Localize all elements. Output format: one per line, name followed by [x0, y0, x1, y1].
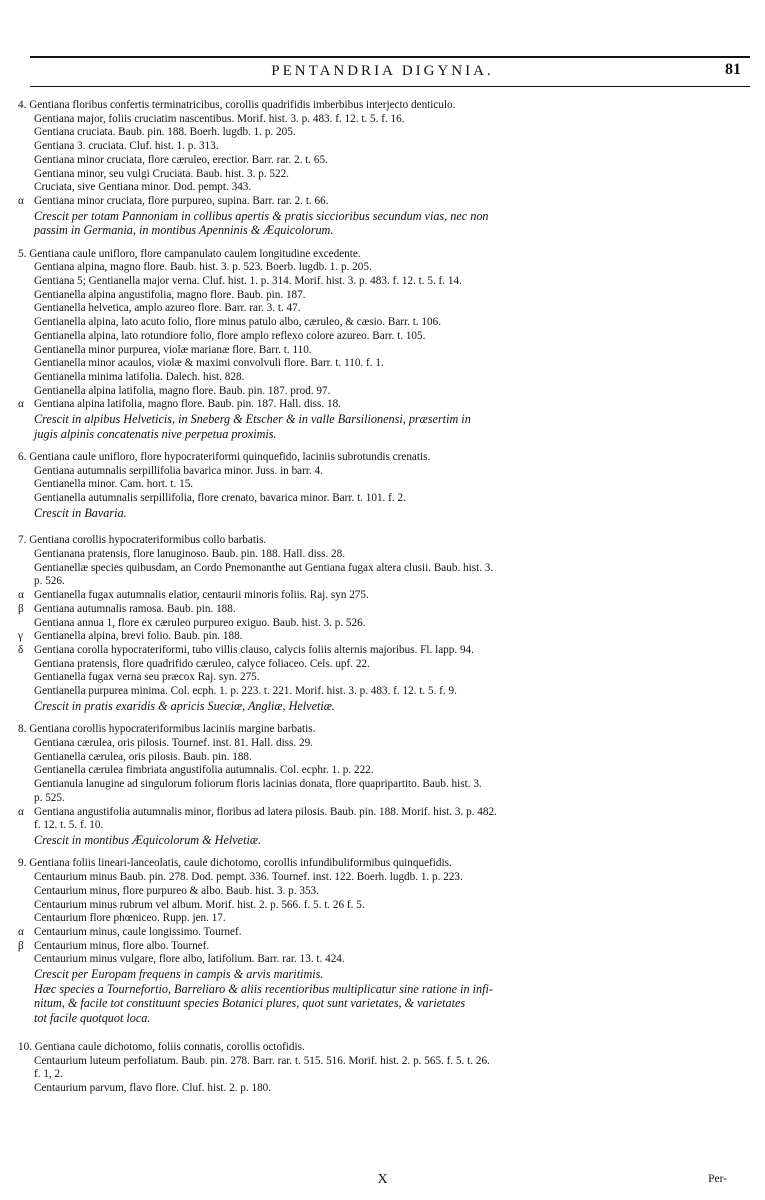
- running-head: PENTANDRIA DIGYNIA.: [271, 63, 494, 79]
- habitat-line: Crescit per totam Pannoniam in collibus apertis & pratis siccioribus secundum vias, nec non: [34, 208, 489, 223]
- synonym-line: Gentiana cruciata. Baub. pin. 188. Boerh. lugdb. 1. p. 205.: [34, 126, 296, 139]
- diagnosis-line: 4. Gentiana floribus confertis terminatricibus, corollis quadrifidis imberbibus interjecto denticulo.: [18, 99, 456, 111]
- synonym-line: f. 1, 2.: [34, 1068, 63, 1081]
- species-entry-9: [18, 857, 743, 1025]
- synonym-line: p. 526.: [34, 575, 65, 588]
- page-number: 81: [725, 61, 741, 78]
- species-entry-10: [18, 1041, 743, 1096]
- synonym-line: Gentiana alpina, magno flore. Baub. hist. 3. p. 523. Boerb. lugdb. 1. p. 205.: [34, 261, 372, 274]
- habitat-line: Crescit in pratis exaridis & apricis Sueciæ, Angliæ, Helvetiæ.: [34, 698, 335, 713]
- variety-line: δ Gentiana corolla hypocrateriformi, tubo villis clauso, calycis foliis alternis majoribus. Fl. lapp. 94.: [18, 644, 474, 656]
- diagnosis-line: 8. Gentiana corollis hypocrateriformibus laciniis margine barbatis.: [18, 723, 316, 736]
- variety-line: α Gentianella fugax autumnalis elatior, centaurii minoris foliis. Raj. syn 275.: [18, 589, 369, 602]
- diagnosis-line: 7. Gentiana corollis hypocrateriformibus collo barbatis.: [18, 534, 267, 547]
- synonym-line: Gentianella autumnalis serpillifolia, flore crenato, bavarica minor. Barr. t. 101. f. 2.: [34, 492, 406, 505]
- synonym-line: Gentianella alpina latifolia, magno flore. Baub. pin. 187. prod. 97.: [34, 384, 331, 397]
- synonym-line: Gentianella minor acaulos, violæ & maximi convolvuli flore. Barr. t. 110. f. 1.: [34, 357, 384, 370]
- synonym-line: Gentianana pratensis, flore lanuginoso. Baub. pin. 188. Hall. diss. 28.: [34, 548, 346, 561]
- synonym-line: p. 525.: [34, 791, 65, 804]
- synonym-line: Gentiana major, foliis cruciatim nascentibus. Morif. hist. 3. p. 483. f. 12. t. 5. f. 16.: [34, 112, 405, 125]
- synonym-line: f. 12. t. 5. f. 10.: [34, 819, 104, 832]
- variety-mark: α: [18, 194, 24, 207]
- diagnosis-line: 6. Gentiana caule unifloro, flore hypocrateriformi quinquefido, laciniis subrotundis crenatis.: [18, 451, 431, 464]
- diagnosis-line: 9. Gentiana foliis lineari-lanceolatis, caule dichotomo, corollis infundibuliformibus quinquefidis.: [18, 857, 452, 870]
- synonym-line: Gentianula lanugine ad singulorum foliorum floris lacinias donata, flore quapripartito. Baub. hist. 3.: [34, 778, 482, 791]
- variety-line: γ Gentianella alpina, brevi folio. Baub. pin. 188.: [18, 630, 243, 643]
- synonym-line: Centaurium luteum perfoliatum. Baub. pin. 278. Barr. rar. t. 515. 516. Morif. hist. 2. p. 565. f. 5. t. 26.: [34, 1054, 490, 1067]
- variety-line: α Gentiana minor cruciata, flore purpureo, supina. Barr. rar. 2. t. 66.: [18, 194, 329, 207]
- species-entry-4: [18, 99, 743, 238]
- species-entry-7: [18, 534, 743, 713]
- synonym-line: Gentianella alpina, lato acuto folio, flore minus patulo albo, cæruleo, & cæsio. Barr. t. 106.: [34, 316, 442, 329]
- synonym-line: Gentianella fugax verna seu præcox Raj. syn. 275.: [34, 671, 260, 684]
- habitat-line: passim in Germania, in montibus Apenninis & Æquicolorum.: [34, 223, 334, 238]
- synonym-line: Cruciata, sive Gentiana minor. Dod. pempt. 343.: [34, 181, 252, 194]
- diagnosis-line: 5. Gentiana caule unifloro, flore campanulato caulem longitudine excedente.: [18, 247, 361, 260]
- synonym-line: Gentiana cærulea, oris pilosis. Tournef. inst. 81. Hall. diss. 29.: [34, 737, 313, 750]
- header-bottom-rule: [30, 86, 750, 87]
- variety-mark: γ: [18, 630, 23, 643]
- variety-line: α Gentiana angustifolia autumnalis minor, floribus ad latera pilosis. Baub. pin. 188. Morif. hist. 3. p. 482.: [18, 805, 497, 818]
- synonym-line: Gentianella cærulea fimbriata angustifolia autumnalis. Col. ecphr. 1. p. 222.: [34, 764, 374, 777]
- variety-line: β Gentiana autumnalis ramosa. Baub. pin. 188.: [18, 602, 236, 615]
- habitat-line: Crescit per Europam frequens in campis & arvis maritimis.: [34, 967, 324, 982]
- habitat-line: Hæc species a Tournefortio, Barreliaro & aliis recentioribus multiplicatur sine ratione in infi-: [34, 981, 493, 996]
- variety-mark: β: [18, 602, 24, 615]
- diagnosis-line: 10. Gentiana caule dichotomo, foliis connatis, corollis octofidis.: [18, 1041, 305, 1054]
- species-entry-6: [18, 451, 743, 520]
- synonym-line: Centaurium minus vulgare, flore albo, latifolium. Barr. rar. 13. t. 424.: [34, 953, 345, 966]
- synonym-line: Centaurium minus, flore purpureo & albo. Baub. hist. 3. p. 353.: [34, 884, 319, 897]
- variety-mark: β: [18, 939, 24, 952]
- synonym-line: Gentiana 5; Gentianella major verna. Cluf. hist. 1. p. 314. Morif. hist. 3. p. 483. f. 12. t. 5. f. 14.: [34, 275, 462, 288]
- synonym-line: Gentianella helvetica, amplo azureo flore. Barr. rar. 3. t. 47.: [34, 302, 301, 315]
- variety-mark: α: [18, 925, 24, 938]
- synonym-line: Gentiana minor cruciata, flore cæruleo, erectior. Barr. rar. 2. t. 65.: [34, 153, 328, 166]
- variety-mark: α: [18, 589, 24, 602]
- synonym-line: Centaurium parvum, flavo flore. Cluf. hist. 2. p. 180.: [34, 1082, 272, 1095]
- synonym-line: Centaurium flore phœniceo. Rupp. jen. 17.: [34, 912, 226, 925]
- synonym-line: Gentianella minor purpurea, violæ marianæ flore. Barr. t. 110.: [34, 343, 312, 356]
- synonym-line: Gentianella minor. Cam. hort. t. 15.: [34, 478, 194, 491]
- variety-mark: α: [18, 398, 24, 411]
- habitat-line: nitum, & facile tot constituunt species Botanici plures, quot sunt varietates, & varietates: [34, 996, 466, 1011]
- synonym-line: Centaurium minus Baub. pin. 278. Dod. pempt. 336. Tournef. inst. 122. Boerh. lugdb. 1. p. 223.: [34, 871, 463, 884]
- synonym-line: Gentianella alpina angustifolia, magno flore. Baub. pin. 187.: [34, 288, 306, 301]
- variety-line: α Centaurium minus, caule longissimo. Tournef.: [18, 925, 242, 938]
- signature-mark: X: [377, 1172, 388, 1187]
- synonym-line: Gentiana minor, seu vulgi Cruciata. Baub. hist. 3. p. 522.: [34, 167, 289, 180]
- synonym-line: Gentiana 3. cruciata. Cluf. hist. 1. p. 313.: [34, 140, 219, 153]
- synonym-line: Gentianella alpina, lato rotundiore folio, flore amplo reflexo colore azureo. Barr. t. 105.: [34, 329, 426, 342]
- page-body: [18, 99, 743, 1096]
- habitat-line: Crescit in alpibus Helveticis, in Sneberg & Etscher & in valle Barsilionensi, præsertim in: [34, 412, 471, 427]
- habitat-line: jugis alpinis concatenatis nive perpetua proximis.: [34, 426, 277, 441]
- synonym-line: Gentiana pratensis, flore quadrifido cæruleo, calyce foliaceo. Cels. upf. 22.: [34, 657, 370, 670]
- synonym-line: Gentianella cærulea, oris pilosis. Baub. pin. 188.: [34, 750, 252, 763]
- synonym-line: Gentianella purpurea minima. Col. ecph. 1. p. 223. t. 221. Morif. hist. 3. p. 483. f. 12. t. 5. f. 9.: [34, 685, 457, 698]
- variety-mark: α: [18, 805, 24, 818]
- species-entry-8: [18, 723, 743, 847]
- habitat-line: Crescit in Bavaria.: [34, 505, 127, 520]
- synonym-line: Gentianella minima latifolia. Dalech. hist. 828.: [34, 370, 245, 383]
- habitat-line: tot facile quotquot loca.: [34, 1010, 151, 1025]
- synonym-line: Centaurium minus rubrum vel album. Morif. hist. 2. p. 566. f. 5. t. 26 f. 5.: [34, 898, 365, 911]
- habitat-line: Crescit in montibus Æquicolorum & Helvetiæ.: [34, 832, 262, 847]
- synonym-line: Gentiana autumnalis serpillifolia bavarica minor. Juss. in barr. 4.: [34, 464, 323, 477]
- synonym-line: Gentiana annua 1, flore ex cæruleo purpureo exiguo. Baub. hist. 3. p. 526.: [34, 616, 366, 629]
- header-top-rule: [30, 56, 750, 58]
- species-entry-5: [18, 248, 743, 441]
- variety-mark: δ: [18, 644, 24, 656]
- variety-line: α Gentiana alpina latifolia, magno flore. Baub. pin. 187. Hall. diss. 18.: [18, 398, 341, 411]
- catchword: Per-: [708, 1173, 727, 1185]
- variety-line: β Centaurium minus, flore albo. Tournef.: [18, 939, 210, 952]
- synonym-line: Gentianellæ species quibusdam, an Cordo Pnemonanthe aut Gentiana fugax altera clusii. Baub. hist. 3.: [34, 561, 494, 574]
